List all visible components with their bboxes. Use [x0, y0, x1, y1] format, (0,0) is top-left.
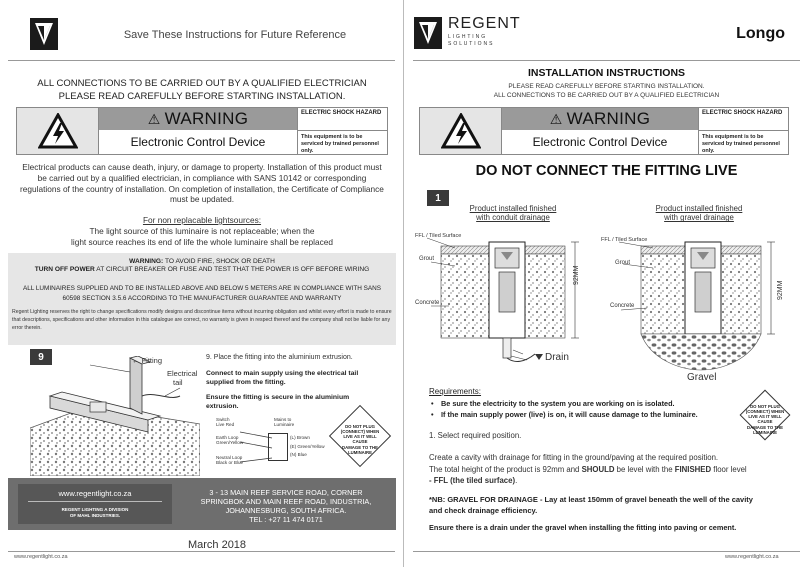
- wiring-neutral-2: Black or Blue: [216, 460, 244, 466]
- requirements-heading: Requirements:: [429, 387, 482, 396]
- gravel-note-2: and check drainage efficiency.: [429, 506, 538, 516]
- no-connect-line-5: LUMINAIRE: [348, 449, 372, 455]
- secure-line-1: Ensure the fitting is secure in the aluminium: [206, 394, 350, 401]
- no-connect-line-4: DAMAGE TO THE: [342, 444, 378, 450]
- right-no-connect-3: LIVE AS IT WILL CAUSE: [748, 414, 782, 425]
- connect-line-2: supplied from the fitting.: [206, 378, 286, 386]
- division-line-1: REGENT LIGHTING A DIVISION: [61, 507, 129, 512]
- notice-line-2: PLEASE READ CAREFULLY BEFORE STARTING INSTALLATION.: [58, 90, 346, 102]
- no-connect-line-2: (CONNECT) WHEN: [340, 429, 380, 435]
- wiring-mains-1: Mains to: [274, 417, 292, 422]
- right-header-rule: [413, 60, 800, 61]
- right-warning-side-heading: ELECTRIC SHOCK HAZARD: [698, 108, 788, 130]
- grey-info-band: [8, 253, 396, 345]
- concrete-label-b: Concrete: [610, 303, 635, 309]
- concrete-label-a: Concrete: [415, 300, 440, 306]
- right-warning-triangle: [420, 108, 502, 154]
- grout-label-a: Grout: [419, 256, 435, 262]
- drain-note: Ensure there is a drain under the gravel when installing the fitting into paving or cement.: [429, 523, 737, 532]
- warning-box: [16, 107, 388, 155]
- label-fitting: ← Fitting: [132, 356, 163, 365]
- label-tail: [167, 370, 197, 387]
- non-replaceable-heading: For non replacable lightsources:: [142, 215, 262, 225]
- disclaimer: Regent Lighting reserves the right to change specifications modify designs and discontinue items without incurring obligation and whilst every effort is made to ensure that descriptions, specifications and other information in this catalogue are correct, no warranty is given in respect thereof and the company shall not be liable for any error therein.: [12, 309, 392, 331]
- non-replaceable-line-2: light source reaches its end of life the whole luminaire shall be replaced: [71, 236, 333, 247]
- compliance-line-1: ALL LUMINAIRES SUPPLIED AND TO BE INSTALLED ABOVE AND BELOW 5 METERS ARE IN COMPLIANCE WITH SANS: [22, 285, 382, 292]
- terminal-l: (L) Brown: [290, 435, 310, 440]
- warning-small-icon: ⚠: [147, 110, 161, 127]
- footer-address: [176, 488, 396, 524]
- wiring-mains: [274, 417, 294, 428]
- right-footer-rule: [413, 551, 800, 552]
- diagram-b-title: [639, 204, 759, 223]
- install-notice-1: PLEASE READ CAREFULLY BEFORE STARTING INSTALLATION.: [508, 83, 705, 90]
- hazard-icon: [38, 113, 78, 149]
- regent-brand-logo-icon: [414, 17, 442, 49]
- cavity-2c: be level with the: [614, 464, 675, 474]
- terminal-block: [268, 433, 288, 461]
- electrician-notice: [20, 78, 384, 104]
- footer-band: [8, 478, 396, 530]
- right-warning-box: [419, 107, 789, 155]
- label-fitting-text: Fitting: [141, 356, 163, 365]
- warning-title-text: WARNING: [164, 109, 249, 128]
- right-warning-title-text: WARNING: [566, 109, 651, 128]
- right-warning-small-icon: ⚠: [549, 110, 563, 127]
- header-text: Save These Instructions for Future Reference: [123, 29, 347, 41]
- notice-line-1: ALL CONNECTIONS TO BE CARRIED OUT BY A QUALIFIED ELECTRICIAN: [37, 78, 367, 89]
- right-warning-side-text: This equipment is to be serviced by trained personnel only.: [698, 130, 788, 154]
- terminal-n: (N) Blue: [290, 452, 307, 458]
- cavity-2e: floor level: [711, 464, 747, 474]
- ffl-label-b: FFL / Tiled Surface: [601, 237, 648, 243]
- step-1-badge: 1: [427, 190, 449, 206]
- step-9-badge: 9: [30, 349, 52, 365]
- cavity-line-3: [429, 475, 799, 487]
- right-no-connect-text: [741, 404, 789, 435]
- warning-side-text: This equipment is to be serviced by trained personnel only.: [297, 130, 387, 154]
- header-rule: [8, 60, 395, 61]
- right-warning-title: [502, 108, 698, 130]
- warning-line-text: TO AVOID FIRE, SHOCK OR DEATH: [164, 258, 275, 265]
- no-connect-text: [336, 424, 384, 455]
- requirements-list: [441, 398, 761, 421]
- wiring-mains-2: Luminaire: [274, 422, 295, 428]
- wiring-switch: [216, 417, 234, 428]
- height-label-a: 92MM: [573, 265, 580, 285]
- cavity-line-1: Create a cavity with drainage for fitting in the ground/paving at the required position.: [429, 453, 719, 462]
- address-line-3: JOHANNESBURG, SOUTH AFRICA.: [225, 506, 347, 516]
- step-9-instruction: 9. Place the fitting into the aluminium extrusion.: [206, 354, 353, 361]
- requirement-1: • Be sure the electricity to the system you are working on is isolated.: [441, 398, 761, 409]
- turn-off-bold: TURN OFF POWER: [34, 266, 95, 273]
- right-no-connect-1: DO NOT PLUG: [750, 404, 780, 409]
- right-warning-subtitle: Electronic Control Device: [532, 135, 668, 149]
- footer-url[interactable]: www.regentlight.co.za: [14, 554, 68, 560]
- gravel-label: Gravel: [687, 372, 717, 383]
- headline: DO NOT CONNECT THE FITTING LIVE: [475, 163, 738, 179]
- diagram-b-title-2: with gravel drainage: [664, 213, 734, 223]
- right-no-connect-4: DAMAGE TO THE: [747, 424, 783, 430]
- warning-bold: WARNING:: [129, 258, 164, 265]
- wiring-switch-2: Live Red: [216, 422, 235, 428]
- cavity-text: [429, 452, 799, 487]
- cavity-2b: SHOULD: [581, 464, 615, 474]
- wiring-switch-1: Switch: [216, 417, 230, 422]
- install-notice-2: ALL CONNECTIONS TO BE CARRIED OUT BY A QUALIFIED ELECTRICIAN: [493, 91, 720, 99]
- cavity-2d: FINISHED: [674, 464, 712, 474]
- no-connect-line-3: LIVE AS IT WILL CAUSE: [343, 434, 377, 445]
- brand-tagline: [448, 34, 493, 47]
- label-tail-1: Electrical: [167, 369, 198, 378]
- tagline-1: L I G H T I N G: [448, 34, 486, 40]
- diagram-a-title: [453, 204, 573, 223]
- warning-triangle: [17, 108, 99, 154]
- label-tail-2: tail: [173, 377, 183, 387]
- footer-website[interactable]: www.regentlight.co.za: [58, 489, 132, 498]
- footer-division: [18, 507, 172, 519]
- wiring-neutral-1: Neutral Loop: [216, 455, 243, 460]
- division-line-2: OF MAHL INDUSTRIES.: [69, 512, 121, 518]
- intro-paragraph: Electrical products can cause death, injury, or damage to property. Installation of this product must be carried out by a qualified electrician, in compliance with SANS 10142 or corresponding regulations of the country of installation. On completion of installation, the Certificate of Compliance must be updated.: [20, 162, 384, 205]
- footer-divider: [28, 501, 162, 502]
- gravel-note: [429, 494, 799, 517]
- address-line-4: TEL : +27 11 474 0171: [249, 515, 323, 525]
- address-line-2: SPRINGBOK AND MAIN REEF ROAD, INDUSTRIA,: [200, 497, 372, 507]
- right-footer-url[interactable]: www.regentlight.co.za: [725, 554, 779, 560]
- step-9-connect: [206, 370, 396, 388]
- warning-side-heading: ELECTRIC SHOCK HAZARD: [297, 108, 387, 130]
- install-title: INSTALLATION INSTRUCTIONS: [527, 67, 686, 79]
- address-line-1: 3 - 13 MAIN REEF SERVICE ROAD, CORNER: [209, 488, 363, 497]
- cavity-line-2: [429, 464, 799, 476]
- brand-name: REGENT: [448, 15, 521, 32]
- regent-logo-icon: [30, 18, 58, 50]
- cavity-2a: The total height of the product is 92mm and: [429, 464, 582, 474]
- tagline-2: S O L U T I O N S: [448, 40, 493, 47]
- product-name: Longo: [736, 25, 785, 42]
- drain-label: Drain: [545, 352, 569, 363]
- non-replaceable-line-1: The light source of this luminaire is not replaceable; when the: [89, 226, 315, 236]
- turn-off-text: AT CIRCUIT BREAKER OR FUSE AND TEST THAT THE POWER IS OFF BEFORE WIRING: [96, 266, 370, 273]
- warning-title: [99, 108, 297, 130]
- terminal-e: (E) Green/Yellow: [290, 443, 325, 449]
- ffl-label-a: FFL / Tiled Surface: [415, 233, 462, 239]
- install-notice: [405, 83, 808, 101]
- turn-off-line: [8, 266, 396, 273]
- right-hazard-icon: [441, 113, 481, 149]
- height-label-b: 92MM: [777, 280, 784, 300]
- diagram-b-title-1: Product installed finished: [655, 204, 743, 213]
- diagram-a-title-1: Product installed finished: [469, 204, 557, 213]
- document-date: March 2018: [187, 539, 247, 551]
- step-9-secure: [206, 394, 396, 412]
- warning-line: [8, 258, 396, 265]
- non-replaceable-text: [18, 226, 386, 248]
- connect-line-1: Connect to main supply using the electrical tail: [206, 370, 359, 377]
- warning-subtitle: Electronic Control Device: [130, 135, 266, 149]
- diagram-conduit: [415, 230, 595, 370]
- right-page: [405, 0, 808, 567]
- wiring-earth-1: Earth Loop: [216, 435, 239, 440]
- wiring-earth-2: Green/Yellow: [216, 440, 244, 446]
- diagram-a-title-2: with conduit drainage: [476, 213, 550, 223]
- right-no-connect-5: LUMINAIRE: [753, 429, 777, 435]
- cavity-3b: .: [515, 476, 518, 486]
- grout-label-b: Grout: [615, 260, 631, 266]
- wiring-terminals: [290, 434, 325, 460]
- cavity-3: - FFL (the tiled surface): [429, 476, 516, 486]
- step-1-text: 1. Select required position.: [429, 431, 522, 440]
- right-no-connect-2: (CONNECT) WHEN: [745, 409, 785, 415]
- no-connect-line-1: DO NOT PLUG: [345, 424, 375, 429]
- compliance-line-2: 60598 SECTION 3.5.6 ACCORDING TO THE MANUFACTURER GUARANTEE AND WARRANTY: [62, 294, 342, 302]
- compliance-text: [8, 284, 396, 304]
- footer-rule: [8, 551, 395, 552]
- requirement-2: • If the main supply power (live) is on, it will cause damage to the luminaire.: [441, 409, 761, 420]
- gravel-note-1: *NB: GRAVEL FOR DRAINAGE - Lay at least 150mm of gravel beneath the well of the cavity: [429, 495, 753, 504]
- secure-line-2: extrusion.: [206, 402, 239, 410]
